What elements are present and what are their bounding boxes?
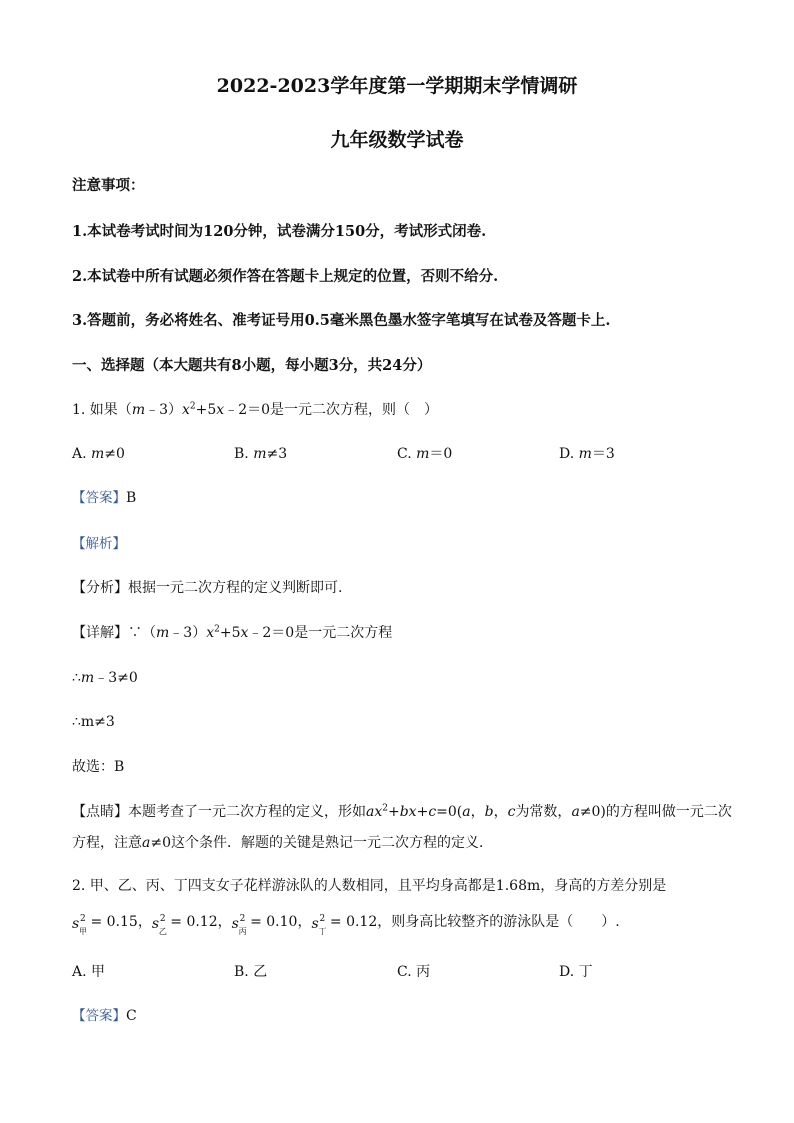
variance-symbol: s 2 乙 [151,914,167,936]
q1-option-a: A. m≠0 [72,446,125,462]
notice-heading: 注意事项： [72,177,145,194]
q1-option-c: C. m＝0 [397,446,453,462]
question-2-variances: s 2 甲 = 0.15， s 2 乙 = 0.12， s 2 丙 = 0.10， s 2 丁 = 0.12，则身高比较整齐的游泳队是（ ）. [72,914,620,936]
variance-symbol: s 2 甲 [72,914,87,936]
q2-option-a: A. 甲 [72,964,106,980]
q1-comment-line-1: 【点睛】本题考查了一元二次方程的定义，形如$ax^2+bx+c=0(a$，b，c为常数，a≠0)的方程叫做一元二次 [72,803,732,820]
variance-symbol: s 2 丙 [231,914,247,936]
question-2-stem: 2. 甲、乙、丙、丁四支女子花样游泳队的人数相同，且平均身高都是1.68m，身高的方差分别是 [72,878,667,894]
notice-item-3: 3.答题前，务必将姓名、准考证号用0.5毫米黑色墨水签字笔填写在试卷及答题卡上. [72,312,611,329]
q1-fenxi: 【分析】根据一元二次方程的定义判断即可. [72,580,343,596]
q1-step-2: ∴m≠3 [72,714,115,730]
q1-answer: 【答案】B [72,490,137,506]
q2-answer: 【答案】C [72,1008,137,1024]
q1-option-d: D. m＝3 [559,446,615,462]
q1-option-b: B. m≠3 [234,446,288,462]
q2-option-c: C. 丙 [397,964,431,980]
q1-step-1: ∴m﹣3≠0 [72,670,138,686]
q1-analysis-tag: 【解析】 [72,536,126,552]
q1-choice: 故选：B [72,759,125,775]
exam-title: 2022-2023学年度第一学期期末学情调研 [216,75,578,97]
variance-symbol: s 2 丁 [311,914,327,936]
q2-option-d: D. 丁 [559,964,593,980]
answer-tag: 【答案】 [72,490,126,506]
notice-item-2: 2.本试卷中所有试题必须作答在答题卡上规定的位置，否则不给分. [72,268,499,285]
question-1-stem: 1. 如果$(m﹣3)x^2+5x﹣2=0$是一元二次方程，则（ ） [72,401,439,418]
q1-comment-line-2: 方程，注意a≠0这个条件．解题的关键是熟记一元二次方程的定义． [72,835,493,851]
q1-detail: 【详解】$\because(m﹣3)x^2+5x﹣2=0$是一元二次方程 [72,624,393,641]
answer-tag: 【答案】 [72,1008,126,1024]
q2-option-b: B. 乙 [234,964,268,980]
section-heading: 一、选择题（本大题共有8小题，每小题3分，共24分） [72,357,432,374]
notice-item-1: 1.本试卷考试时间为120分钟，试卷满分150分，考试形式闭卷. [72,223,487,240]
exam-subtitle: 九年级数学试卷 [330,129,464,151]
